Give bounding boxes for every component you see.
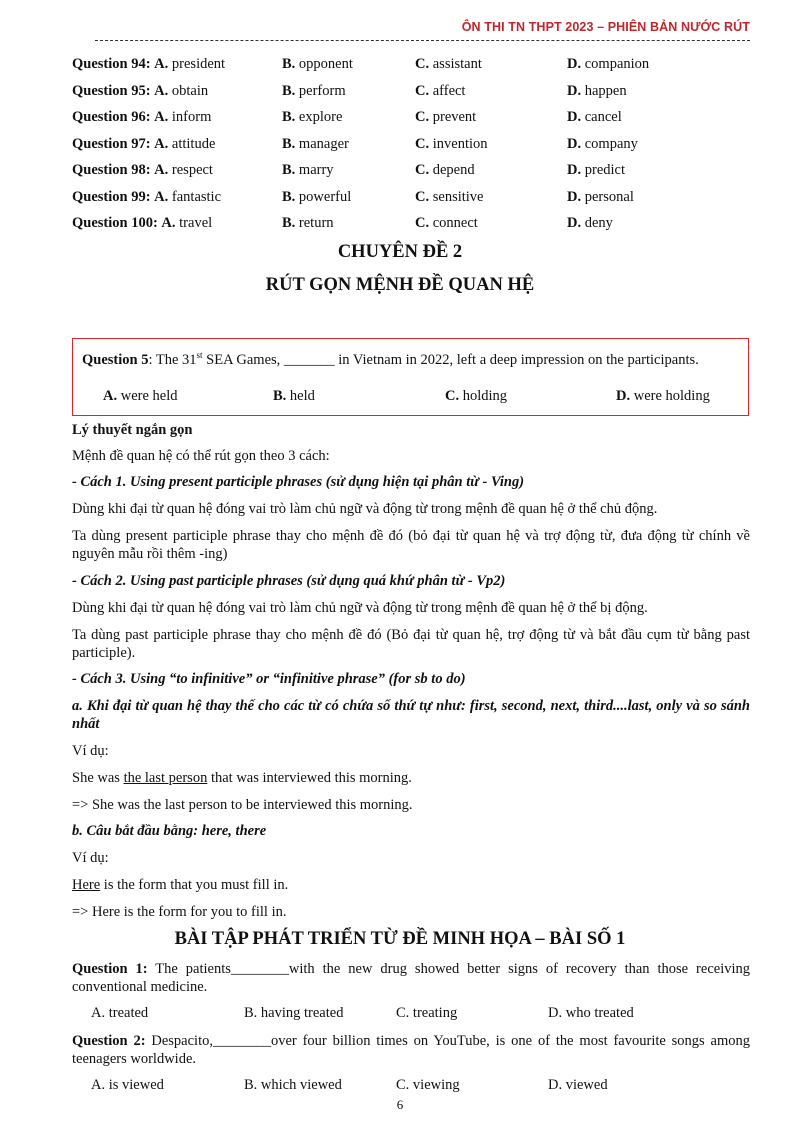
option-letter: D. xyxy=(567,56,582,72)
option-a xyxy=(154,189,221,205)
way1-title: - Cách 1. Using present participle phrases (sử dụng hiện tại phân từ - Ving) xyxy=(72,474,525,490)
option-b xyxy=(282,134,349,154)
option-d xyxy=(567,187,634,207)
way3-title: - Cách 3. Using “to infinitive” or “infinitive phrase” (for sb to do) xyxy=(72,671,466,687)
q2-option-d: D. viewed xyxy=(548,1077,608,1093)
option-text: held xyxy=(289,388,315,404)
option-word: powerful xyxy=(298,188,352,205)
option-b xyxy=(282,107,342,127)
option-letter: A. xyxy=(154,188,169,205)
option-letter: D. xyxy=(567,109,582,125)
q1-option-c: C. treating xyxy=(396,1005,458,1021)
boxed-question xyxy=(72,338,749,416)
question-1-label: Question 1: xyxy=(72,961,148,977)
theory-intro: Mệnh đề quan hệ có thể rút gọn theo 3 cách: xyxy=(72,448,330,464)
boxed-option-d xyxy=(616,388,710,405)
word-question-row xyxy=(72,187,752,207)
option-word: inform xyxy=(171,109,212,125)
question-label: Question 95: xyxy=(72,82,151,99)
option-letter: C. xyxy=(415,109,430,125)
way2-title: - Cách 2. Using past participle phrases (sử dụng quá khứ phân từ - Vp2) xyxy=(72,573,506,589)
question-label-with-option-a xyxy=(72,81,208,101)
option-word: cancel xyxy=(584,109,622,125)
option-word: marry xyxy=(298,162,334,178)
option-word: company xyxy=(584,135,638,152)
option-b xyxy=(282,81,346,101)
example-label: Ví dụ: xyxy=(72,743,109,759)
example-2 xyxy=(72,876,750,894)
option-letter: D. xyxy=(567,162,582,178)
option-word: opponent xyxy=(298,56,353,72)
option-letter: B. xyxy=(282,135,296,152)
option-word: happen xyxy=(584,82,627,99)
question-1-text: The patients________with the new drug showed better signs of recovery than those receiving conventional medicine. xyxy=(72,961,750,995)
option-word: fantastic xyxy=(171,188,222,205)
option-word: perform xyxy=(298,82,346,99)
boxed-question-stem-end: SEA Games, _______ in Vietnam in 2022, left a deep impression on the participants. xyxy=(202,351,699,368)
example-2-result: => Here is the form for you to fill in. xyxy=(72,904,287,920)
option-word: prevent xyxy=(432,109,477,125)
boxed-question-text xyxy=(82,346,739,370)
option-word: invention xyxy=(432,135,488,152)
option-d xyxy=(567,134,638,154)
option-text: holding xyxy=(462,388,508,404)
option-c xyxy=(415,107,476,127)
option-a xyxy=(154,162,213,178)
exercise-question-1 xyxy=(72,960,750,996)
option-a xyxy=(154,136,215,152)
question-label-with-option-a xyxy=(72,160,213,180)
example-1-start: She was xyxy=(72,770,124,786)
way2-paragraph-1: Dùng khi đại từ quan hệ đóng vai trò làm chủ ngữ và động từ trong mệnh đề quan hệ ở thể bị động. xyxy=(72,600,648,616)
q2-option-a: A. is viewed xyxy=(91,1077,164,1093)
option-letter: A. xyxy=(154,135,169,152)
option-c xyxy=(415,213,478,233)
option-word: return xyxy=(298,215,334,231)
option-word: president xyxy=(171,56,226,72)
word-question-row xyxy=(72,107,752,127)
option-b xyxy=(282,160,334,180)
way3-case-a: a. Khi đại từ quan hệ thay thế cho các từ có chứa số thứ tự như: first, second, next, third....last, only và so sánh nhất xyxy=(72,698,750,732)
option-letter: D. xyxy=(616,388,631,404)
exercise-question-2 xyxy=(72,1032,750,1068)
option-letter: B. xyxy=(282,162,296,178)
way1-paragraph-2: Ta dùng present participle phrase thay cho mệnh đề đó (bỏ đại từ quan hệ và trợ động từ, đưa động từ chính về nguyên mẫu rồi thêm -ing) xyxy=(72,528,750,562)
option-letter: A. xyxy=(154,109,169,125)
option-letter: C. xyxy=(415,82,430,99)
way3-case-b: b. Câu bắt đầu bằng: here, there xyxy=(72,823,267,839)
option-word: affect xyxy=(432,82,466,99)
question-label: Question 96: xyxy=(72,109,151,125)
option-c xyxy=(415,81,465,101)
word-question-row xyxy=(72,81,752,101)
option-letter: B. xyxy=(282,215,296,231)
option-a xyxy=(161,215,212,231)
question-label: Question 99: xyxy=(72,188,151,205)
q2-option-c: C. viewing xyxy=(396,1077,460,1093)
option-letter: D. xyxy=(567,188,582,205)
ordinal-superscript: st xyxy=(196,350,203,360)
option-word: explore xyxy=(298,109,343,125)
option-letter: D. xyxy=(567,135,582,152)
question-label-with-option-a xyxy=(72,134,215,154)
page-header: ÔN THI TN THPT 2023 – PHIÊN BẢN NƯỚC RÚT xyxy=(461,20,750,34)
option-letter: D. xyxy=(567,215,582,231)
option-c xyxy=(415,134,488,154)
word-question-row xyxy=(72,54,752,74)
word-question-row xyxy=(72,134,752,154)
boxed-option-a xyxy=(103,388,178,405)
example-1-underlined: the last person xyxy=(123,770,208,786)
example-1-result: => She was the last person to be interviewed this morning. xyxy=(72,797,413,813)
question-label-with-option-a xyxy=(72,213,212,233)
option-letter: B. xyxy=(282,82,296,99)
option-word: manager xyxy=(298,135,349,152)
option-letter: A. xyxy=(154,56,169,72)
option-d xyxy=(567,213,613,233)
question-label: Question 100: xyxy=(72,215,158,231)
question-1-options xyxy=(0,1003,800,1023)
option-b xyxy=(282,187,351,207)
option-word: respect xyxy=(171,162,213,178)
option-letter: C. xyxy=(415,162,430,178)
option-text: were holding xyxy=(633,388,710,404)
option-b xyxy=(282,54,353,74)
way1-paragraph-1: Dùng khi đại từ quan hệ đóng vai trò làm chủ ngữ và động từ trong mệnh đề quan hệ ở thể chủ động. xyxy=(72,501,658,517)
option-letter: A. xyxy=(154,162,169,178)
question-label-with-option-a xyxy=(72,187,221,207)
boxed-question-label: Question 5 xyxy=(82,351,149,368)
option-text: were held xyxy=(120,388,178,404)
option-word: obtain xyxy=(171,82,209,99)
option-a xyxy=(154,109,211,125)
example-1 xyxy=(72,769,750,787)
boxed-option-c xyxy=(445,388,507,405)
question-label: Question 97: xyxy=(72,135,151,152)
option-a xyxy=(154,83,208,99)
boxed-question-stem-start: : The 31 xyxy=(148,351,197,368)
option-d xyxy=(567,107,622,127)
example-2-underlined: Here xyxy=(72,877,101,893)
theory-heading: Lý thuyết ngắn gọn xyxy=(72,422,193,438)
q2-option-b: B. which viewed xyxy=(244,1077,342,1093)
option-word: deny xyxy=(584,215,613,231)
option-c xyxy=(415,187,483,207)
example-2-end: is the form that you must fill in. xyxy=(100,877,289,893)
way2-paragraph-2: Ta dùng past participle phrase thay cho mệnh đề đó (Bỏ đại từ quan hệ, trợ động từ và bắt đầu cụm từ bằng past participle). xyxy=(72,627,750,661)
word-question-row xyxy=(72,213,752,233)
question-2-text: Despacito,________over four billion times on YouTube, is one of the most favourite songs among teenagers worldwide. xyxy=(72,1033,751,1067)
chapter-subtitle: RÚT GỌN MỆNH ĐỀ QUAN HỆ xyxy=(265,275,535,295)
option-word: predict xyxy=(584,162,625,178)
option-letter: A. xyxy=(103,388,118,404)
option-letter: B. xyxy=(282,109,296,125)
example-1-end: that was interviewed this morning. xyxy=(207,770,412,786)
boxed-option-b xyxy=(273,388,315,405)
question-label-with-option-a xyxy=(72,107,211,127)
option-letter: C. xyxy=(415,135,430,152)
option-b xyxy=(282,213,334,233)
question-label: Question 98: xyxy=(72,162,151,178)
option-letter: C. xyxy=(415,215,430,231)
option-letter: A. xyxy=(154,82,169,99)
option-letter: A. xyxy=(161,215,176,231)
option-c xyxy=(415,54,482,74)
q1-option-b: B. having treated xyxy=(244,1005,344,1021)
option-d xyxy=(567,81,627,101)
header-divider xyxy=(95,40,750,41)
q1-option-d: D. who treated xyxy=(548,1005,634,1021)
word-question-row xyxy=(72,160,752,180)
option-word: personal xyxy=(584,188,634,205)
option-letter: C. xyxy=(445,388,460,404)
question-label-with-option-a xyxy=(72,54,225,74)
question-2-label: Question 2: xyxy=(72,1033,146,1049)
example-label-2: Ví dụ: xyxy=(72,850,109,866)
page-number: 6 xyxy=(396,1097,404,1112)
q1-option-a: A. treated xyxy=(91,1005,149,1021)
option-letter: B. xyxy=(282,188,296,205)
option-c xyxy=(415,160,475,180)
option-word: sensitive xyxy=(432,188,484,205)
option-a xyxy=(154,56,225,72)
option-word: travel xyxy=(179,215,213,231)
question-2-options xyxy=(0,1075,800,1095)
option-letter: C. xyxy=(415,56,430,72)
option-letter: B. xyxy=(273,388,287,404)
exercise-title: BÀI TẬP PHÁT TRIỂN TỪ ĐỀ MINH HỌA – BÀI SỐ 1 xyxy=(174,929,626,949)
option-letter: C. xyxy=(415,188,430,205)
option-word: connect xyxy=(432,215,478,231)
option-letter: D. xyxy=(567,82,582,99)
option-word: depend xyxy=(432,162,475,178)
option-word: companion xyxy=(584,56,650,72)
option-d xyxy=(567,54,649,74)
option-word: attitude xyxy=(171,135,216,152)
chapter-title: CHUYÊN ĐỀ 2 xyxy=(337,242,463,262)
question-label: Question 94: xyxy=(72,56,151,72)
option-d xyxy=(567,160,625,180)
option-letter: B. xyxy=(282,56,296,72)
option-word: assistant xyxy=(432,56,482,72)
